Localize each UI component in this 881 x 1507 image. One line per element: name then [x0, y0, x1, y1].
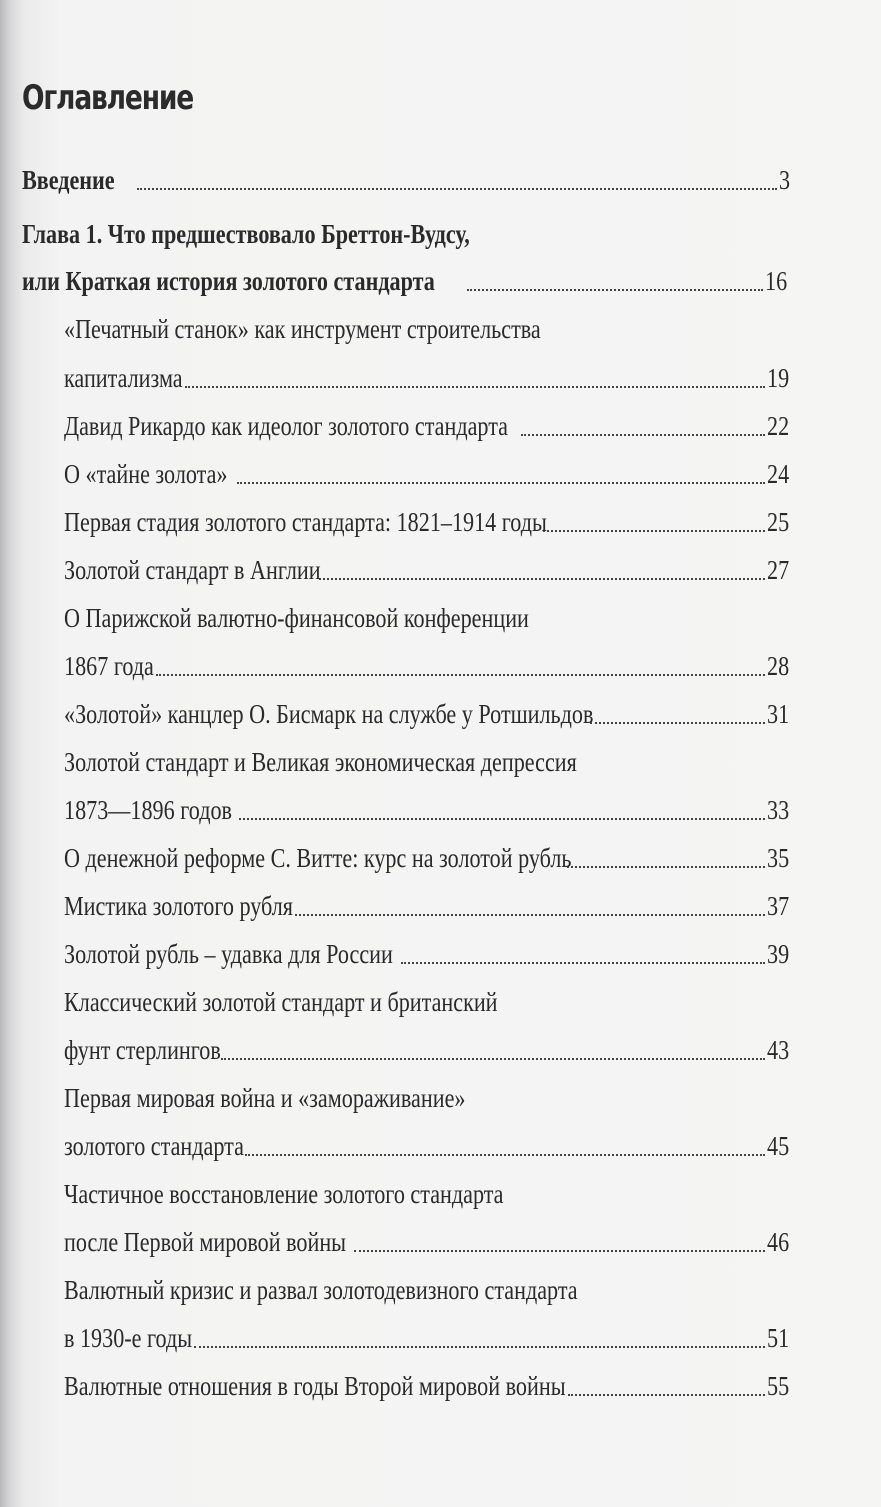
toc-entry-title: или Краткая история золотого стандарта: [22, 266, 435, 296]
dot-leader: [185, 386, 765, 388]
toc-section-england[interactable]: [64, 554, 794, 586]
toc-entry-page: 3: [778, 165, 790, 195]
toc-entry-page: 37: [767, 891, 790, 921]
toc-entry-page: 45: [767, 1131, 790, 1161]
toc-entry-title: Классический золотой стандарт и британский: [64, 987, 498, 1017]
toc-section-line[interactable]: [64, 313, 794, 345]
dot-leader: [319, 578, 765, 580]
toc-entry-page: 25: [767, 507, 790, 537]
toc-entry-title: Мистика золотого рубля: [64, 891, 293, 921]
toc-entry-title: Валютный кризис и развал золотодевизного стандарта: [64, 1275, 578, 1305]
toc-section-ricardo[interactable]: [64, 410, 794, 442]
toc-section-partial-line-1[interactable]: [64, 1178, 794, 1210]
toc-entry-title: «Золотой» канцлер О. Бисмарк на службе у Ротшильдов: [64, 699, 594, 729]
toc-section-mystic-ruble[interactable]: [64, 890, 794, 922]
toc-entry-title: золотого стандарта: [64, 1131, 244, 1161]
toc-entry-title: Давид Рикардо как идеолог золотого стандарта: [64, 411, 508, 441]
toc-entry-title: Валютные отношения в годы Второй мировой войны: [64, 1371, 566, 1401]
toc-entry-title: О денежной реформе С. Витте: курс на золотой рубль: [64, 843, 572, 873]
toc-section-classic[interactable]: [64, 1034, 794, 1066]
toc-section-bismarck[interactable]: [64, 698, 794, 730]
page-title: Оглавление: [22, 78, 194, 118]
toc-section-partial[interactable]: [64, 1226, 794, 1258]
dot-leader: [543, 530, 765, 532]
dot-leader: [137, 188, 777, 190]
toc-entry-page: 33: [767, 795, 790, 825]
toc-section-ruble-noose[interactable]: [64, 938, 794, 970]
toc-entry-title: в 1930-е годы: [64, 1323, 193, 1353]
toc-section-ww1-line-1[interactable]: [64, 1082, 794, 1114]
toc-section-first-stage[interactable]: [64, 506, 794, 538]
dot-leader: [239, 818, 765, 820]
toc-section-depression[interactable]: [64, 794, 794, 826]
toc-entry-page: 31: [767, 699, 790, 729]
toc-entry-page: 39: [767, 939, 790, 969]
toc-entry-title: капитализма: [64, 363, 183, 393]
toc-section-printing-press[interactable]: [64, 362, 794, 394]
toc-entry-title: «Печатный станок» как инструмент строительства: [64, 314, 541, 344]
dot-leader: [237, 482, 765, 484]
toc-entry-title: Золотой рубль – удавка для России: [64, 939, 393, 969]
dot-leader: [194, 1346, 765, 1348]
toc-entry-page: 16: [765, 266, 788, 296]
toc-entry-title: фунт стерлингов: [64, 1035, 221, 1065]
toc-entry-title: Введение: [22, 165, 115, 195]
toc-section-crisis-line-1[interactable]: [64, 1274, 794, 1306]
toc-entry-title: 1867 года: [64, 651, 154, 681]
toc-entry-title: Первая мировая война и «замораживание»: [64, 1083, 466, 1113]
toc-entry-title: О «тайне золота»: [64, 459, 228, 489]
toc-entry-page: 51: [767, 1323, 790, 1353]
toc-entry-title: 1873—1896 годов: [64, 795, 232, 825]
toc-chapter-1-line-1[interactable]: [22, 218, 792, 250]
toc-section-ww1[interactable]: [64, 1130, 794, 1162]
toc-entry-page: 46: [767, 1227, 790, 1257]
toc-entry-page: 22: [767, 411, 790, 441]
toc-entry-page: 24: [767, 459, 790, 489]
dot-leader: [354, 1250, 765, 1252]
dot-leader: [590, 722, 765, 724]
dot-leader: [521, 434, 765, 436]
toc-section-classic-line-1[interactable]: [64, 986, 794, 1018]
toc-section-gold-secret[interactable]: [64, 458, 794, 490]
toc-entry-page: 28: [767, 651, 790, 681]
toc-entry-title: Частичное восстановление золотого стандарта: [64, 1179, 504, 1209]
toc-section-paris[interactable]: [64, 650, 794, 682]
dot-leader: [401, 962, 765, 964]
toc-entry-title: после Первой мировой войны: [64, 1227, 347, 1257]
dot-leader: [467, 289, 763, 291]
toc-section-crisis[interactable]: [64, 1322, 794, 1354]
toc-chapter-1-line-2[interactable]: [22, 265, 792, 297]
toc-section-ww2[interactable]: [64, 1370, 794, 1402]
toc-section-depression-line-1[interactable]: [64, 746, 794, 778]
toc-entry-page: 27: [767, 555, 790, 585]
dot-leader: [245, 1154, 765, 1156]
toc-entry-page: 43: [767, 1035, 790, 1065]
toc-section-paris-line-1[interactable]: [64, 602, 794, 634]
dot-leader: [295, 914, 765, 916]
toc-entry-title: Золотой стандарт и Великая экономическая депрессия: [64, 747, 577, 777]
toc-entry-page: 35: [767, 843, 790, 873]
toc-entry-title: Золотой стандарт в Англии: [64, 555, 321, 585]
toc-entry-introduction[interactable]: [22, 164, 792, 196]
toc-entry-page: 55: [767, 1371, 790, 1401]
dot-leader: [221, 1058, 765, 1060]
dot-leader: [156, 674, 765, 676]
dot-leader: [567, 866, 765, 868]
toc-entry-page: 19: [767, 363, 790, 393]
toc-section-witte[interactable]: [64, 842, 794, 874]
toc-entry-title: Первая стадия золотого стандарта: 1821–1914 годы: [64, 507, 547, 537]
dot-leader: [568, 1394, 765, 1396]
toc-entry-title: Глава 1. Что предшествовало Бреттон-Вудсу,: [22, 219, 470, 249]
toc-entry-title: О Парижской валютно-финансовой конференции: [64, 603, 529, 633]
